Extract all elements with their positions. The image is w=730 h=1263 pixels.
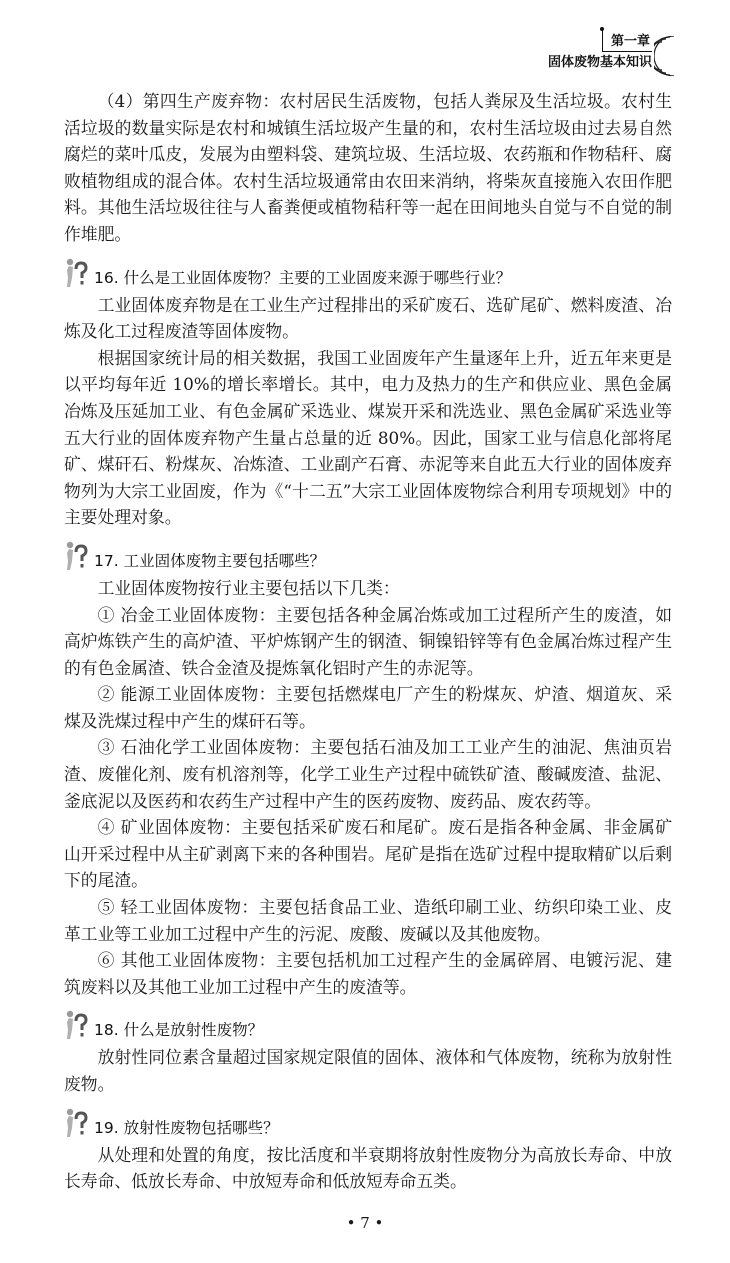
intro-paragraph: （4）第四生产废弃物：农村居民生活废物，包括人粪尿及生活垃圾。农村生活垃圾的数量实际是农村和城镇生活垃圾产生量的和，农村生活垃圾由过去易自然腐烂的菜叶瓜皮，发展为由塑料袋、建筑垃圾、生活垃圾、农药瓶和作物秸秆、腐败植物组成的混合体。农村生活垃圾通常由农田来消纳，将柴灰直接施入农田作肥料。其他生活垃圾往往与人畜粪便或植物秸秆等一起在田间地头自觉与不自觉的制作堆肥。 xyxy=(64,91,672,244)
thinking-figure-icon xyxy=(64,1010,88,1040)
qa-section xyxy=(64,1010,672,1097)
qa-section xyxy=(64,1108,672,1195)
question-heading xyxy=(64,1108,672,1138)
thinking-figure-icon xyxy=(64,541,88,571)
chapter-label: 第一章 xyxy=(602,30,652,52)
answer-paragraph: 工业固体废物按行业主要包括以下几类： xyxy=(97,577,400,598)
answer-paragraph: ⑤ 轻工业固体废物：主要包括食品工业、造纸印刷工业、纺织印染工业、皮革工业等工业加工过程中产生的污泥、废酸、废碱以及其他废物。 xyxy=(64,897,672,944)
answer-paragraph: 放射性同位素含量超过国家规定限值的固体、液体和气体废物，统称为放射性废物。 xyxy=(64,1047,672,1094)
page-body xyxy=(64,0,672,1195)
answer-paragraph: ③ 石油化学工业固体废物：主要包括石油及加工工业产生的油泥、焦油页岩渣、废催化剂、废有机溶剂等，化学工业生产过程中硫铁矿渣、酸碱废渣、盐泥、釜底泥以及医药和农药生产过程中产生的医药废物、废药品、废农药等。 xyxy=(64,737,672,811)
answer-paragraph: 根据国家统计局的相关数据，我国工业固废年产生量逐年上升，近五年来更是以平均每年近 10%的增长率增长。其中，电力及热力的生产和供应业、黑色金属冶炼及压延加工业、有色金属矿采选业、煤炭开采和洗选业、黑色金属矿采选业等五大行业的固体废弃物产生量占总量的近 80%。因此，国家工业与信息化部将尾矿、煤矸石、粉煤灰、冶炼渣、工业副产石膏、赤泥等来自此五大行业的固体废弃物列为大宗工业固废，作为《“十二五”大宗工业固体废物综合利用专项规划》中的主要处理对象。 xyxy=(64,347,672,528)
thinking-figure-icon xyxy=(64,258,88,288)
thinking-figure-icon xyxy=(64,1108,88,1138)
qa-sections xyxy=(64,258,672,1195)
question-heading xyxy=(64,541,672,571)
answer-paragraph: ④ 矿业固体废物：主要包括采矿废石和尾矿。废石是指各种金属、非金属矿山开采过程中从主矿剥离下来的各种围岩。尾矿是指在选矿过程中提取精矿以后剩下的尾渣。 xyxy=(64,817,672,891)
question-title: 19. 放射性废物包括哪些？ xyxy=(94,1118,279,1137)
question-heading xyxy=(64,1010,672,1040)
chapter-title: 固体废物基本知识 xyxy=(547,55,652,70)
page-number: • 7 • xyxy=(346,1213,384,1232)
answer-paragraph: ② 能源工业固体废物：主要包括燃煤电厂产生的粉煤灰、炉渣、烟道灰、采煤及洗煤过程中产生的煤矸石等。 xyxy=(64,684,672,731)
answer-paragraph: ⑥ 其他工业固体废物：主要包括机加工过程产生的金属碎屑、电镀污泥、建筑废料以及其他工业加工过程中产生的废渣等。 xyxy=(64,950,672,997)
answer-paragraph: 从处理和处置的角度，按比活度和半衰期将放射性废物分为高放长寿命、中放长寿命、低放长寿命、中放短寿命和低放短寿命五类。 xyxy=(64,1144,672,1192)
qa-section xyxy=(64,541,672,1001)
question-title: 16. 什么是工业固体废物？主要的工业固废来源于哪些行业？ xyxy=(94,268,512,287)
answer-paragraph: ① 冶金工业固体废物：主要包括各种金属冶炼或加工过程所产生的废渣，如高炉炼铁产生的高炉渣、平炉炼钢产生的钢渣、铜镍铅锌等有色金属冶炼过程产生的有色金属渣、铁合金渣及提炼氧化铝时产生的赤泥等。 xyxy=(64,604,672,678)
answer-paragraph: 工业固体废弃物是在工业生产过程排出的采矿废石、选矿尾矿、燃料废渣、冶炼及化工过程废渣等固体废物。 xyxy=(64,294,672,342)
question-heading xyxy=(64,258,672,288)
question-title: 18. 什么是放射性废物？ xyxy=(94,1021,264,1040)
qa-section xyxy=(64,258,672,531)
question-title: 17. 工业固体废物主要包括哪些？ xyxy=(94,551,326,570)
